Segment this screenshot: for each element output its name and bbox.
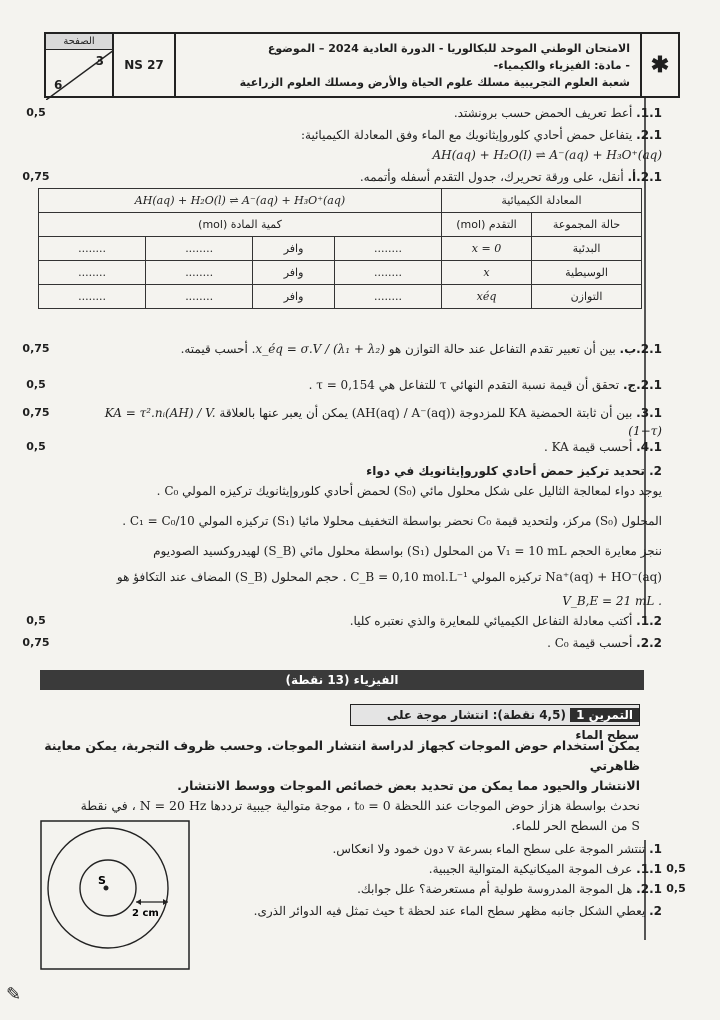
statement-line: نحدث بواسطة هزاز حوض الموجات عند اللحظة t₀ = 0 ، موجة متوالية جيبية ترددها N = 20 Hz ، في نقطة [80, 798, 640, 813]
exam-page: الصفحة 3 6 NS 27 الامتحان الوطني الموحد للبكالوريا - الدورة العادية 2024 – الموضوع - مادة: الفيزياء والكيمياء- شعبة العلوم التجريبية مسلك علوم الحياة والأرض ومسلك العلوم الزراعية ✱ 1.1. أعط تعريف الحمض حسب برونشتد. 0,5 2.1. يتفاعل حمض أحادي كلوروإيثانويك مع الماء وفق المعادلة الكيميائية: AH(aq) + H₂O(l) ⇌ A⁻(aq) + H₃O⁺(aq) 2.1.أ. أنقل، على ورقة تحريرك، جدول التقدم أسفله وأتممه. 0,75 المعادلة الكيميائية AH(aq) + H₂O(l) ⇌ A⁻(aq) + H₃O⁺(aq) حالة المجموعة التقدم (mol) كمية المادة (mol) البدئية x = 0 ........ وافر ........ ........ الوسيطية x ........ وافر ........ ........ التوازن xéq ........ وافر ........ ........ 2.1.ب. بين أن تعبير تقدم التفاعل عند حالة التوازن هو x_éq = σ.V / (λ₁ + λ₂). أحسب قيمته. 0,75 2.1.ج. تحقق أن قيمة نسبة التقدم النهائي τ للتفاعل هي τ = 0,154 . 0,5 3.1. بين أن ثابتة الحمضية KA للمزدوجة (AH(aq) / A⁻(aq)) يمكن أن يعبر عنها بالعلاقة KA = τ².nᵢ(AH) / V.(1−τ) 0,75 4.1. أحسب قيمة KA . 0,5 2. تحديد تركيز حمض أحادي كلوروإيثانويك في دواء يوجد دواء لمعالجة الثاليل على شكل محلول مائي (S₀) لحمض أحادي كلوروإيثانويك تركيزه المولي C₀ . المحلول (S₀) مركز، ولتحديد قيمة C₀ نحضر بواسطة التخفيف محلولا مائيا (S₁) تركيزه المولي C₁ = C₀/10 . ننجز معايرة الحجم V₁ = 10 mL من المحلول (S₁) بواسطة محلول مائي (S_B) لهيدروكسيد الصوديوم Na⁺(aq) + HO⁻(aq) تركيزه المولي C_B = 0,10 mol.L⁻¹ . حجم المحلول (S_B) المضاف عند التكافؤ هو V_B,E = 21 mL . 1.2. أكتب معادلة التفاعل الكيميائي للمعايرة والذي نعتبره كليا. 0,5 2.2. أحسب قيمة C₀ . 0,75 الفيزياء (13 نقطة) التمرين 1 (4,5 نقطة): انتشار موجة على سطح الماء يمكن استخدام حوض الموجات كجهاز لدراسة انتشار الموجات. وحسب ظروف التجربة، يمكن معاينة ظاهرتي الانتشار والحيود مما يمكن من تحديد بعض خصائص الموجات ووسط الانتشار. نحدث بواسطة هزاز حوض الموجات عند اللحظة t₀ = 0 ، موجة متوالية جيبية ترددها N = 20 Hz ، في نقطة S من السطح الحر للماء. 1. تنتشر الموجة على سطح الماء بسرعة v دون خمود ولا انعكاس. 1.1. عرف الموجة الميكانيكية المتوالية الجيبية. 0,5 2.1. هل الموجة المدروسة طولية أم مستعرضة؟ علل جوابك. 0,5 2. يعطي الشكل جانبه مظهر سطح الماء عند لحظة t حيث تمثل فيه الدوائر الذرى. S 2 cm ✎ [0, 0, 720, 1020]
scale-arrow-head-left [136, 899, 141, 905]
page-number: 3 [95, 54, 104, 68]
question-number: 2.1.ج. [622, 378, 662, 392]
statement-line: S من السطح الحر للماء. [511, 818, 640, 833]
intro-line: الانتشار والحيود مما يمكن من تحديد بعض خصائص الموجات ووسط الانتشار. [177, 778, 640, 793]
question-number: 2.1. [636, 128, 662, 142]
exam-title-line3: شعبة العلوم التجريبية مسلك علوم الحياة والأرض ومسلك العلوم الزراعية [239, 76, 630, 89]
table-cell-water: وافر [253, 285, 335, 309]
question-number: 4.1. [636, 440, 662, 454]
page-total: 6 [54, 78, 63, 92]
table-cell-blank: ........ [146, 237, 253, 261]
page-label: الصفحة [46, 34, 112, 50]
question-number: 2.1.أ. [627, 170, 662, 184]
exercise-title: (4,5 نقطة): انتشار موجة على سطح الماء [386, 708, 639, 742]
table-row [39, 213, 642, 237]
question-number: 1.1. [636, 862, 662, 876]
page-number-box [46, 34, 114, 96]
table-cell-progress: x = 0 [442, 237, 532, 261]
table-cell-state: التوازن [532, 285, 642, 309]
question-text: أحسب قيمة KA . [543, 440, 633, 454]
question-number: 2. [649, 904, 662, 918]
table-cell-blank: ........ [39, 237, 146, 261]
question-text: بين أن ثابتة الحمضية KA للمزدوجة (AH(aq) / A⁻(aq)) يمكن أن يعبر عنها بالعلاقة [219, 406, 633, 420]
table-cell-blank: ........ [39, 285, 146, 309]
question-text: يتفاعل حمض أحادي كلوروإيثانويك مع الماء وفق المعادلة الكيميائية: [300, 128, 633, 142]
formula: KA = τ².nᵢ(AH) / V.(1−τ) [104, 406, 662, 438]
formula: x_éq = σ.V / (λ₁ + λ₂) [255, 342, 385, 356]
question-text: يعطي الشكل جانبه مظهر سطح الماء عند لحظة t حيث تمثل فيه الدوائر الذرى. [253, 904, 646, 918]
question-number: 2.1. [636, 882, 662, 896]
exam-title-line1: الامتحان الوطني الموحد للبكالوريا - الدورة العادية 2024 – الموضوع [267, 42, 630, 55]
table-header-reaction: المعادلة الكيميائية [442, 189, 642, 213]
scale-label: 2 cm [132, 908, 159, 919]
source-label: S [98, 874, 106, 887]
question-number: 3.1. [636, 406, 662, 420]
table-row [39, 285, 642, 309]
exercise-label: التمرين 1 [570, 708, 639, 722]
question-text: أحسب قيمة C₀ . [547, 636, 633, 650]
table-header-progress: التقدم (mol) [442, 213, 532, 237]
intro-line: يمكن استخدام حوض الموجات كجهاز لدراسة انتشار الموجات. وحسب ظروف التجربة، يمكن معاينة ظاهرتي [44, 738, 640, 773]
question-number: 2.2. [636, 636, 662, 650]
question-number: 1.1. [636, 106, 662, 120]
table-cell-blank: ........ [334, 261, 441, 285]
question-points: 0,5 [26, 106, 46, 119]
question-text: عرف الموجة الميكانيكية المتوالية الجيبية. [428, 862, 633, 876]
question-points: 0,5 [666, 882, 686, 895]
table-cell-progress: x [442, 261, 532, 285]
question-text: تحقق أن قيمة نسبة التقدم النهائي τ للتفاعل هي τ = 0,154 . [308, 378, 620, 392]
table-cell-water: وافر [253, 237, 335, 261]
pen-mark-icon: ✎ [6, 984, 22, 1005]
question-points: 0,75 [22, 636, 50, 649]
table-cell-progress: xéq [442, 285, 532, 309]
progress-table [38, 188, 642, 309]
table-cell-blank: ........ [146, 261, 253, 285]
question-points: 0,75 [22, 170, 50, 183]
question-text: أعط تعريف الحمض حسب برونشتد. [453, 106, 633, 120]
table-row [39, 189, 642, 213]
table-row [39, 237, 642, 261]
table-cell-water: وافر [253, 261, 335, 285]
star-icon: ✱ [640, 34, 678, 96]
question-text: هل الموجة المدروسة طولية أم مستعرضة؟ علل جوابك. [357, 882, 633, 896]
exam-header [44, 32, 680, 98]
table-cell-blank: ........ [146, 285, 253, 309]
question-points: 0,5 [26, 614, 46, 627]
table-header-state: حالة المجموعة [532, 213, 642, 237]
question-text: أكتب معادلة التفاعل الكيميائي للمعايرة والذي نعتبره كليا. [349, 614, 633, 628]
wave-crests-figure [40, 820, 190, 970]
question-number: 1.2. [636, 614, 662, 628]
question-number: 2.1.ب. [619, 342, 662, 356]
question-points: 0,5 [26, 440, 46, 453]
exam-titles [176, 34, 640, 96]
table-cell-blank: ........ [334, 285, 441, 309]
question-text-tail: . أحسب قيمته. [180, 342, 256, 356]
table-cell-state: البدئية [532, 237, 642, 261]
question-number: 1. [649, 842, 662, 856]
question-points: 0,75 [22, 406, 50, 419]
table-cell-state: الوسيطية [532, 261, 642, 285]
question-text: تنتشر الموجة على سطح الماء بسرعة v دون خمود ولا انعكاس. [332, 842, 646, 856]
exam-title-line2: - مادة: الفيزياء والكيمياء- [493, 59, 630, 72]
table-header-quantity: كمية المادة (mol) [39, 213, 442, 237]
question-points: 0,5 [26, 378, 46, 391]
table-cell-blank: ........ [39, 261, 146, 285]
table-cell-blank: ........ [334, 237, 441, 261]
table-equation: AH(aq) + H₂O(l) ⇌ A⁻(aq) + H₃O⁺(aq) [39, 189, 442, 213]
question-points: 0,75 [22, 342, 50, 355]
physics-intro [40, 736, 640, 796]
question-text: بين أن تعبير تقدم التفاعل عند حالة التوازن هو [388, 342, 616, 356]
question-points: 0,5 [666, 862, 686, 875]
exercise-1-heading [350, 704, 640, 742]
physics-banner: الفيزياء (13 نقطة) [40, 670, 644, 690]
figure-frame [41, 821, 189, 969]
reaction-equation: AH(aq) + H₂O(l) ⇌ A⁻(aq) + H₃O⁺(aq) [432, 148, 662, 162]
table-row [39, 261, 642, 285]
question-text: أنقل، على ورقة تحريرك، جدول التقدم أسفله وأتممه. [359, 170, 624, 184]
exam-code: NS 27 [114, 34, 176, 96]
